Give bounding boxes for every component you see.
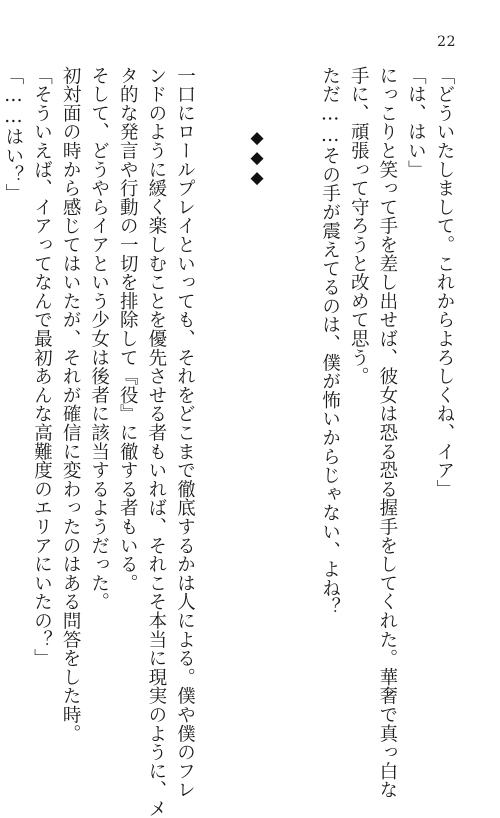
body-text (0, 66, 458, 818)
text-line: 「は、はい」 (405, 66, 427, 179)
text-line: 一口にロールプレイといっても、それをどこまで徹底するかは人による。僕や僕のフレ (174, 66, 196, 800)
text-line: 「……はい？」 (2, 66, 24, 203)
text-line: 「そういえば、イアってなんで最初あんな高難度のエリアにいたの？」 (31, 66, 53, 668)
text-line: 「どういたしまして。これからよろしくね、イア」 (434, 66, 455, 499)
text-line: タ的な発言や行動の一切を排除して『役』に徹する者もいる。 (117, 66, 139, 593)
page-number: 22 (437, 34, 456, 50)
text-line: そして、どうやらイアという少女は後者に該当するようだった。 (88, 66, 110, 612)
section-gap (198, 66, 242, 678)
scene-divider: ◆◆◆ (247, 128, 268, 188)
text-line: 手に、頑張って守ろうと改めて思う。 (348, 66, 370, 386)
text-line: 初対面の時から感じてはいたが、それが確信に変わったのはある問答をした時。 (60, 66, 82, 743)
text-line: ンドのように緩く楽しむことを優先させる者もいれば、それこそ本当に現実のように、メ (145, 66, 167, 818)
text-line: にっこりと笑って手を差し出せば、彼女は恐る恐る握手をしてくれた。華奢で真っ白な (376, 66, 398, 800)
text-line: ただ……その手が震えてるのは、僕が怖いからじゃない、よね？ (319, 66, 341, 617)
section-gap (271, 66, 315, 678)
